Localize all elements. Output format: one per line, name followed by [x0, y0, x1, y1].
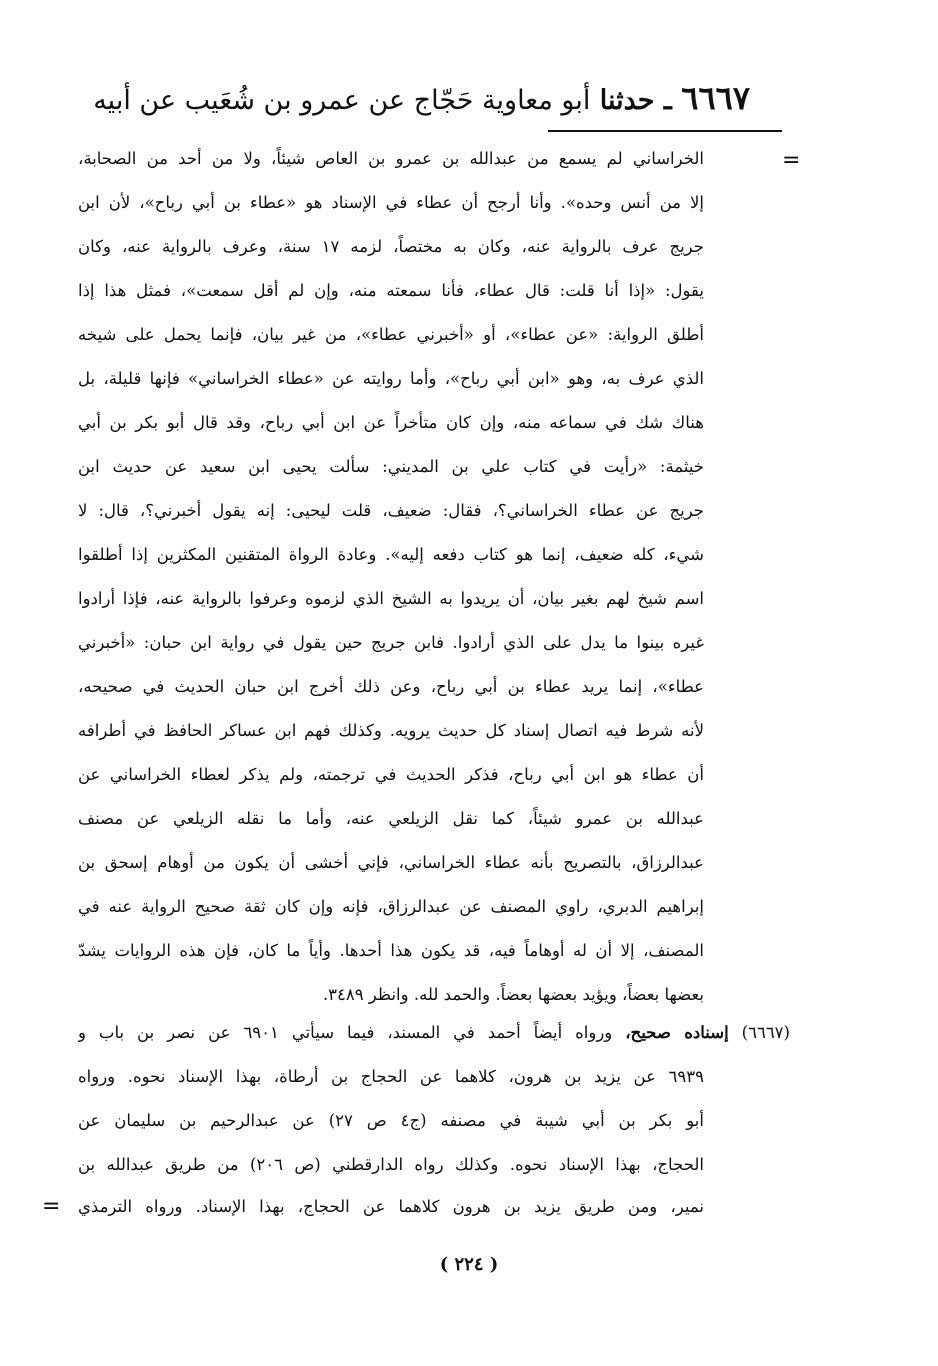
header-underline: [548, 130, 782, 132]
footnote-line: نمير، ومن طريق يزيد بن هرون كلاهما عن الحجاج، بهذا الإسناد. ورواه الترمذي: [78, 1197, 704, 1216]
footnote-number: (٦٦٦٧): [741, 1023, 790, 1042]
commentary-line: المصنف، إلا أن له أوهاماً فيه، قد يكون هذا أحدها. وأياً ما كان، فإن هذه الروايات يشدّ: [78, 941, 704, 960]
hadith-header: [70, 70, 750, 126]
commentary-line: هناك شك في سماعه منه، وإن كان متأخراً عن ابن أبي رباح، وقد قال أبو بكر بن أبي: [78, 413, 704, 432]
page-number: ( ٢٢٤ ): [439, 1254, 499, 1275]
commentary-line: جريج عن عطاء الخراساني؟، فقال: ضعيف، قلت ليحيى: إنه يقول أخبرني؟، قال: لا: [78, 501, 704, 520]
commentary-line: أطلق الرواية: «عن عطاء»، أو «أخبرني عطاء»، من غير بيان، فإنما يحمل على شيخه: [78, 325, 704, 344]
commentary-line: إلا من أنس وحده». وأنا أرجح أن عطاء في الإسناد هو «عطاء بن أبي رباح»، لأن ابن: [78, 193, 704, 212]
commentary-line: عطاء»، إنما يريد عطاء بن أبي رباح، وعن ذلك أخرج ابن حبان الحديث في صحيحه،: [78, 677, 704, 696]
commentary-line: الذي عرف به، وهو «ابن أبي رباح»، وأما روايته عن «عطاء الخراساني» فإنها قليلة، بل: [78, 369, 704, 388]
commentary-line: عبدالرزاق، بالتصريح بأنه عطاء الخراساني، فإني أخشى أن يكون من أوهام إسحق بن: [78, 853, 704, 872]
commentary-line: أن عطاء هو ابن أبي رباح، فذكر الحديث في ترجمته، ولم يذكر لعطاء الخراساني عن: [78, 765, 704, 784]
header-chain: أبو معاوية حَجّاج عن عمرو بن شُعَيب عن أبيه: [93, 85, 591, 116]
footnote-first-line: [78, 1014, 790, 1052]
commentary-line: جريج عرف بالرواية عنه، وكان به مختصاً، لزمه ١٧ سنة، وعرف بالرواية عنه، وكان: [78, 237, 704, 256]
commentary-line: عبدالله بن عمرو شيئاً، كما نقل الزيلعي عنه، وأما ما نقله الزيلعي عن مصنف: [78, 809, 704, 828]
footnote-line: الحجاج، بهذا الإسناد نحوه. وكذلك رواه الدارقطني (ص ٢٠٦) من طريق عبدالله بن: [78, 1155, 704, 1174]
commentary-line: اسم شيخ لهم بغير بيان، أن يريدوا به الشيخ الذي لزموه وعرفوا بالرواية عنه، فإذا أرادوا: [78, 589, 704, 608]
header-dash: ـ: [663, 85, 672, 116]
footnote-grading: إسناده صحيح،: [625, 1023, 729, 1042]
footnote-first-line-text: ورواه أيضاً أحمد في المسند، فيما سيأتي ٦٩٠١ عن نصر بن باب و: [78, 1023, 613, 1042]
continuation-mark-bottom: =: [42, 1194, 61, 1219]
commentary-line: الخراساني لم يسمع من عبدالله بن عمرو بن العاص شيئاً، ولا من أحد من الصحابة،: [78, 149, 704, 168]
commentary-line: خيثمة: «رأيت في كتاب علي بن المديني: سألت يحيى ابن سعيد عن حديث ابن: [78, 457, 704, 476]
footnote-line: أبو بكر بن أبي شيبة في مصنفه (ج٤ ص ٢٧) عن عبدالرحيم بن سليمان عن: [78, 1111, 704, 1130]
commentary-line: يقول: «إذا أنا قلت: قال عطاء، فأنا سمعته منه، وإن لم أقل سمعت»، فمثل هذا إذا: [78, 281, 704, 300]
commentary-line: لأنه شرط فيه اتصال إسناد كل حديث يرويه. وكذلك فهم ابن عساكر الحافظ في أطرافه: [78, 721, 704, 740]
commentary-line: غيره بينوا ما يدل على الذي أرادوا. فابن جريج حين يقول في رواية ابن حبان: «أخبرني: [78, 633, 704, 652]
commentary-line: شيء، كله ضعيف، إنما هو كتاب دفعه إليه». وعادة الرواة المتقنين المكثرين إذا أطلقوا: [78, 545, 704, 564]
footnote-line: ٦٩٣٩ عن يزيد بن هرون، كلاهما عن الحجاج بن أرطاة، بهذا الإسناد نحوه. ورواه: [78, 1067, 704, 1086]
commentary-line: بعضها بعضاً، ويؤيد بعضها بعضاً. والحمد لله. وانظر ٣٤٨٩.: [322, 985, 704, 1004]
continuation-mark-top: =: [782, 148, 801, 173]
hadith-number: ٦٦٦٧: [681, 79, 750, 117]
commentary-line: إبراهيم الدبري، راوي المصنف عن عبدالرزاق، فإنه وإن كان ثقة صحيح الرواية عنه في: [78, 897, 704, 916]
header-haddathana: حدثنا: [599, 85, 655, 116]
